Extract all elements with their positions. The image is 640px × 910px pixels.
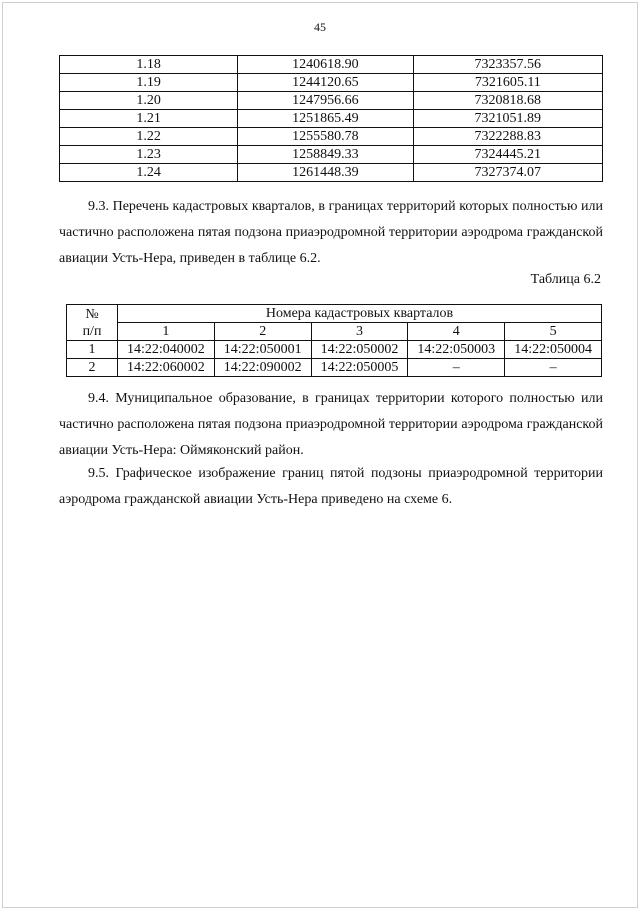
table-row xyxy=(67,359,602,377)
header-number-sign: № xyxy=(85,306,99,322)
empty-cell-dash: – xyxy=(505,359,602,377)
coordinate-x: 1244120.65 xyxy=(238,74,413,92)
coordinate-y: 7322288.83 xyxy=(413,128,602,146)
coordinate-x: 1255580.78 xyxy=(238,128,413,146)
column-number: 1 xyxy=(118,323,215,341)
paragraph-9-4: 9.4. Муниципальное образование, в границах территории которого полностью или частично расположена пятая подзона приаэродромной территории аэродрома гражданской авиации Усть-Нера: Оймяконский район. xyxy=(59,391,603,458)
point-number: 1.19 xyxy=(60,74,238,92)
cadastral-quarter: 14:22:060002 xyxy=(118,359,215,377)
table-row xyxy=(60,56,603,74)
coordinate-y: 7327374.07 xyxy=(413,164,602,182)
table-row xyxy=(60,146,603,164)
empty-cell-dash: – xyxy=(408,359,505,377)
coordinate-y: 7321051.89 xyxy=(413,110,602,128)
point-number: 1.23 xyxy=(60,146,238,164)
cadastral-quarter: 14:22:050002 xyxy=(311,341,408,359)
table-header-row xyxy=(67,305,602,323)
table-row xyxy=(60,74,603,92)
header-number-column xyxy=(67,305,118,341)
coordinate-y: 7323357.56 xyxy=(413,56,602,74)
table-row xyxy=(60,92,603,110)
row-number: 1 xyxy=(67,341,118,359)
coordinate-x: 1251865.49 xyxy=(238,110,413,128)
coordinate-y: 7320818.68 xyxy=(413,92,602,110)
cadastral-quarters-table xyxy=(66,304,602,377)
coordinates-table xyxy=(59,55,603,182)
point-number: 1.24 xyxy=(60,164,238,182)
point-number: 1.20 xyxy=(60,92,238,110)
header-number-abbr: п/п xyxy=(82,323,102,339)
table-header-row xyxy=(67,323,602,341)
cadastral-quarter: 14:22:050004 xyxy=(505,341,602,359)
cadastral-quarter: 14:22:040002 xyxy=(118,341,215,359)
point-number: 1.22 xyxy=(60,128,238,146)
column-number: 3 xyxy=(311,323,408,341)
row-number: 2 xyxy=(67,359,118,377)
cadastral-quarter: 14:22:050005 xyxy=(311,359,408,377)
point-number: 1.21 xyxy=(60,110,238,128)
cadastral-quarter: 14:22:090002 xyxy=(214,359,311,377)
coordinate-y: 7321605.11 xyxy=(413,74,602,92)
cadastral-quarter: 14:22:050001 xyxy=(214,341,311,359)
table-row xyxy=(60,110,603,128)
table-row xyxy=(60,164,603,182)
table-caption: Таблица 6.2 xyxy=(530,272,601,287)
column-number: 2 xyxy=(214,323,311,341)
header-group: Номера кадастровых кварталов xyxy=(118,305,602,323)
coordinate-x: 1261448.39 xyxy=(238,164,413,182)
coordinate-x: 1247956.66 xyxy=(238,92,413,110)
page-number: 45 xyxy=(314,20,326,34)
cadastral-quarter: 14:22:050003 xyxy=(408,341,505,359)
coordinate-x: 1240618.90 xyxy=(238,56,413,74)
paragraph-9-5: 9.5. Графическое изображение границ пятой подзоны приаэродромной территории аэродрома гражданской авиации Усть-Нера приведено на схеме 6. xyxy=(59,466,603,507)
table-row xyxy=(60,128,603,146)
point-number: 1.18 xyxy=(60,56,238,74)
coordinate-y: 7324445.21 xyxy=(413,146,602,164)
table-row xyxy=(67,341,602,359)
column-number: 5 xyxy=(505,323,602,341)
paragraph-9-3: 9.3. Перечень кадастровых кварталов, в границах территорий которых полностью или частично расположена пятая подзона приаэродромной территории аэродрома гражданской авиации Усть-Нера, приведен в таблице 6.2. xyxy=(59,199,603,266)
column-number: 4 xyxy=(408,323,505,341)
coordinate-x: 1258849.33 xyxy=(238,146,413,164)
